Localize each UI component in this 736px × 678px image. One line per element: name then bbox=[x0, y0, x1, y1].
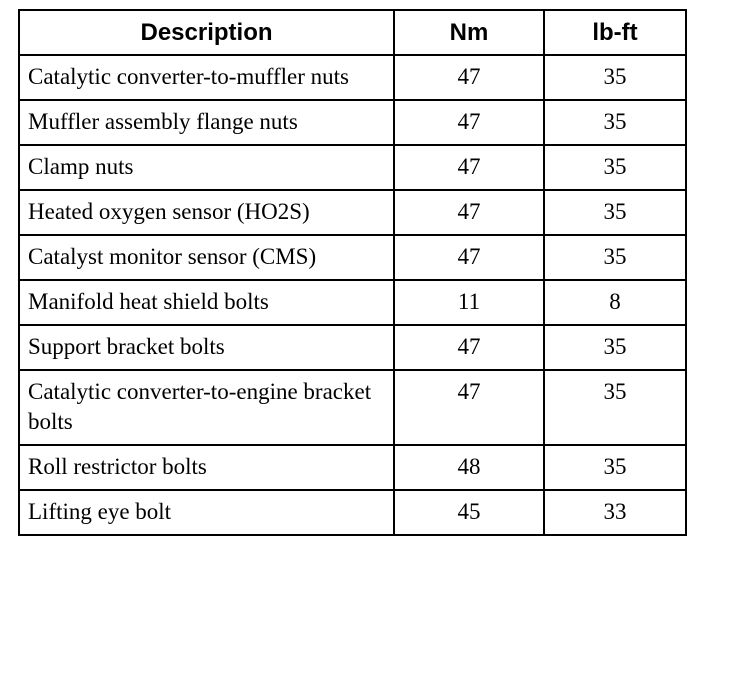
torque-spec-table bbox=[18, 9, 687, 536]
cell-lbft: 35 bbox=[544, 235, 686, 280]
cell-lbft: 35 bbox=[544, 190, 686, 235]
cell-description: Support bracket bolts bbox=[19, 325, 394, 370]
cell-nm: 47 bbox=[394, 235, 544, 280]
header-nm: Nm bbox=[394, 10, 544, 55]
cell-nm: 48 bbox=[394, 445, 544, 490]
cell-lbft: 35 bbox=[544, 370, 686, 445]
cell-lbft: 35 bbox=[544, 55, 686, 100]
cell-description: Lifting eye bolt bbox=[19, 490, 394, 535]
header-description: Description bbox=[19, 10, 394, 55]
cell-description: Roll restrictor bolts bbox=[19, 445, 394, 490]
cell-lbft: 35 bbox=[544, 445, 686, 490]
table-row bbox=[19, 190, 686, 235]
header-lbft: lb-ft bbox=[544, 10, 686, 55]
cell-nm: 47 bbox=[394, 325, 544, 370]
table-row bbox=[19, 325, 686, 370]
table-row bbox=[19, 280, 686, 325]
cell-nm: 47 bbox=[394, 145, 544, 190]
cell-lbft: 35 bbox=[544, 145, 686, 190]
cell-description: Manifold heat shield bolts bbox=[19, 280, 394, 325]
cell-lbft: 35 bbox=[544, 100, 686, 145]
table-row bbox=[19, 445, 686, 490]
cell-nm: 45 bbox=[394, 490, 544, 535]
cell-lbft: 8 bbox=[544, 280, 686, 325]
table-row bbox=[19, 145, 686, 190]
cell-nm: 47 bbox=[394, 55, 544, 100]
cell-description: Catalyst monitor sensor (CMS) bbox=[19, 235, 394, 280]
table-row bbox=[19, 235, 686, 280]
table-row bbox=[19, 490, 686, 535]
cell-description: Catalytic converter-to-muffler nuts bbox=[19, 55, 394, 100]
table-row bbox=[19, 100, 686, 145]
cell-description: Heated oxygen sensor (HO2S) bbox=[19, 190, 394, 235]
cell-description: Catalytic converter-to-engine bracket bolts bbox=[19, 370, 394, 445]
cell-lbft: 33 bbox=[544, 490, 686, 535]
cell-description: Clamp nuts bbox=[19, 145, 394, 190]
cell-nm: 47 bbox=[394, 370, 544, 445]
cell-description: Muffler assembly flange nuts bbox=[19, 100, 394, 145]
cell-lbft: 35 bbox=[544, 325, 686, 370]
table-row bbox=[19, 55, 686, 100]
header-row bbox=[19, 10, 686, 55]
cell-nm: 47 bbox=[394, 100, 544, 145]
cell-nm: 11 bbox=[394, 280, 544, 325]
table-row bbox=[19, 370, 686, 445]
cell-nm: 47 bbox=[394, 190, 544, 235]
